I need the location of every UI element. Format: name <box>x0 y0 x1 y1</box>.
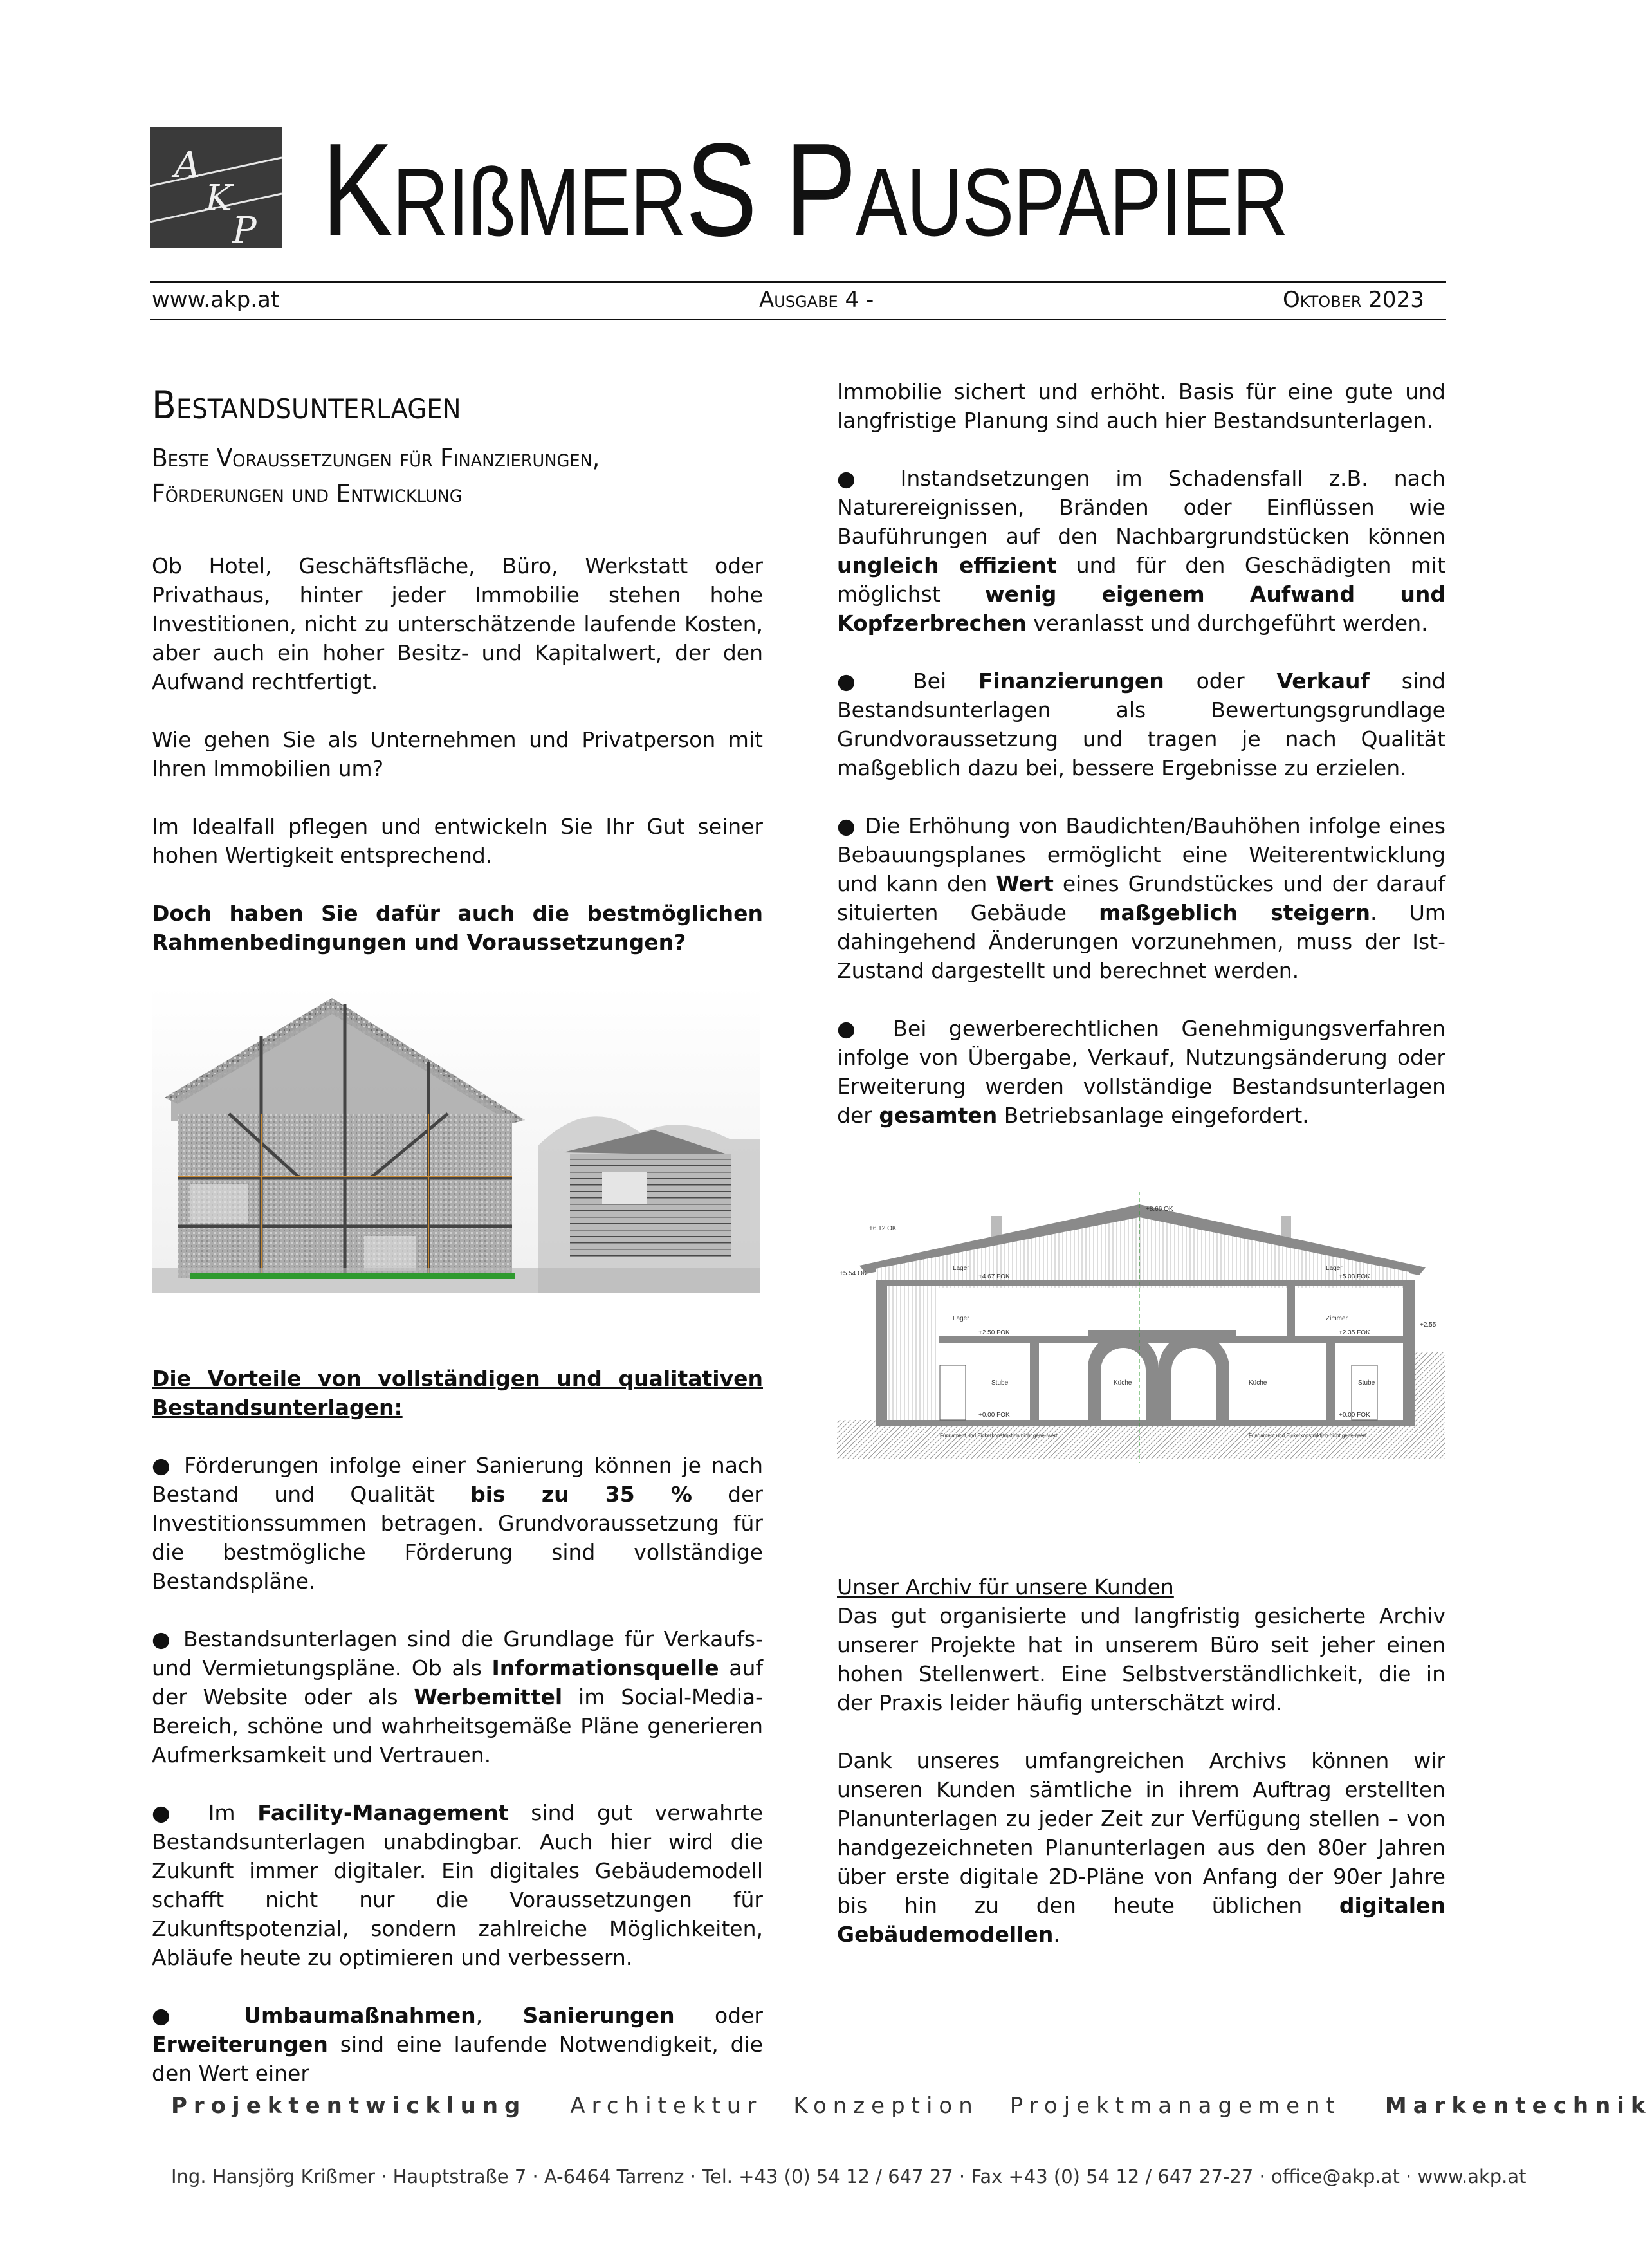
advantage-bullet-5: ● Instandsetzungen im Schadensfall z.B. nach Naturereignissen, Bränden oder Einflüssen wie Bauführungen auf den Nachbargrundstücken können ungleich effizient und für den Geschädigten mit möglichst wenig eigenem Aufwand und Kopfzerbrechen veranlasst und durchgeführt werden. <box>837 466 1446 636</box>
logo-letter-p: P <box>232 210 257 252</box>
scan-graphic <box>152 985 760 1293</box>
building-section-drawing <box>837 1192 1446 1463</box>
intro-paragraph-3: Im Idealfall pflegen und entwickeln Sie Ihr Gut seiner hohen Wertigkeit entsprechend. <box>152 814 763 868</box>
question-paragraph: Doch haben Sie dafür auch die bestmöglichen Rahmenbedingungen und Voraussetzungen? <box>152 901 763 955</box>
right-column-top <box>837 377 1446 1130</box>
archive-paragraph-2: Dank unseres umfangreichen Archivs können wir unseren Kunden sämtliche in ihrem Auftrag erstellten Planunterlagen zu jeder Zeit zur Verfügung stellen – von handgezeichneten Planunterlagen aus den 80er Jahren über erste digitale 2D-Pläne von Anfang der 90er Jahre bis hin zu den heute üblichen digitalen Gebäudemodellen. <box>837 1748 1446 1947</box>
intro-paragraph-2: Wie gehen Sie als Unternehmen und Privatperson mit Ihren Immobilien um? <box>152 727 763 781</box>
room-label: Stube <box>1358 1379 1375 1386</box>
logo-letter-k: K <box>205 178 232 219</box>
issue-date: Oktober 2023 <box>1283 287 1424 313</box>
footer-address: Ing. Hansjörg Krißmer · Hauptstraße 7 · A-6464 Tarrenz · Tel. +43 (0) 54 12 / 647 27 · Fax +43 (0) 54 12 / 647 27-27 · office@akp.at · www.akp.at <box>171 2166 1527 2188</box>
room-label: Lager <box>1326 1265 1343 1272</box>
service-markentechnik: Markentechnik <box>1384 2093 1652 2119</box>
header-rule-top <box>150 281 1446 283</box>
left-column-intro <box>152 551 763 957</box>
advantage-bullet-1: ● Förderungen infolge einer Sanierung können je nach Bestand und Qualität bis zu 35 % der Investitionssummen betragen. Grundvoraussetzung für die bestmögliche Förderung sind vollständige Bestandspläne. <box>152 1453 763 1594</box>
advantage-bullet-6: ● Bei Finanzierungen oder Verkauf sind Bestandsunterlagen als Bewertungsgrundlage Grundvoraussetzung und tragen je nach Qualität maßgeblich dazu bei, bessere Ergebnisse zu erzielen. <box>837 668 1446 780</box>
advantage-bullet-2: ● Bestandsunterlagen sind die Grundlage für Verkaufs- und Vermietungspläne. Ob als Informationsquelle auf der Website oder als Werbemittel im Social-Media-Bereich, schöne und wahrheitsgemäße Pläne generieren Aufmerksamkeit und Vertrauen. <box>152 1626 764 1767</box>
room-label: Stube <box>991 1379 1009 1386</box>
point-cloud-scan-image <box>152 985 760 1293</box>
room-label: Zimmer <box>1326 1315 1348 1322</box>
b4-continuation-left: sind eine laufende Notwendigkeit, die den Wert einer <box>152 2032 763 2086</box>
article-subheading: Beste Voraussetzungen für Finanzierungen, Förderungen und Entwicklung <box>152 444 600 508</box>
website-link[interactable]: www.akp.at <box>152 287 280 313</box>
akp-logo-graphic <box>150 127 282 252</box>
level-label: +5.03 FOK <box>1339 1273 1370 1280</box>
room-label: Küche <box>1114 1379 1132 1386</box>
service-projektentwicklung: Projektentwicklung <box>171 2093 527 2119</box>
service-architektur: Architektur <box>570 2093 763 2119</box>
service-projektmanagement: Projektmanagement <box>1009 2093 1341 2119</box>
advantage-bullet-8: ● Bei gewerberechtlichen Genehmigungsverfahren infolge von Übergabe, Verkauf, Nutzungsänderung oder Erweiterung werden vollständige Bestandsunterlagen der gesamten Betriebsanlage eingefordert. <box>837 1016 1446 1128</box>
room-label: Küche <box>1249 1379 1267 1386</box>
level-label: +0.00 FOK <box>1339 1412 1370 1419</box>
level-label: +5.54 OK <box>840 1270 867 1277</box>
room-label: Lager <box>953 1315 969 1322</box>
level-label: +4.67 FOK <box>978 1273 1010 1280</box>
archive-section <box>837 1572 1446 1949</box>
advantage-bullet-7: ● Die Erhöhung von Baudichten/Bauhöhen infolge eines Bebauungsplanes ermöglicht eine Weiterentwicklung und kann den Wert eines Grundstückes und der darauf situierten Gebäude maßgeblich steigern. Um dahingehend Änderungen vorzunehmen, muss der Ist-Zustand dargestellt und berechnet werden. <box>837 813 1446 983</box>
intro-paragraph-1: Ob Hotel, Geschäftsfläche, Büro, Werkstatt oder Privathaus, hinter jeder Immobilie stehen hohe Investitionen, nicht zu unterschätzende laufende Kosten, aber auch ein hoher Besitz- und Kapitalwert, der den Aufwand rechtfertigt. <box>152 553 763 694</box>
level-label: +2.50 FOK <box>978 1329 1010 1336</box>
company-logo <box>150 127 282 252</box>
service-konzeption: Konzeption <box>793 2093 979 2119</box>
foundation-note: Fundament und Sickerkonstruktion nicht geneuwert <box>940 1433 1058 1439</box>
logo-letter-a: A <box>174 144 201 186</box>
archive-paragraph-1: Das gut organisierte und langfristig gesicherte Archiv unserer Projekte hat in unserem Büro seit jeher einen hohen Stellenwert. Eine Selbstverständlichkeit, die in der Praxis leider häufig unterschätzt wird. <box>837 1603 1446 1715</box>
header-rule-bottom <box>150 319 1446 320</box>
advantage-bullet-3: ● Im Facility-Management sind gut verwahrte Bestandsunterlagen unabdingbar. Auch hier wird die Zukunft immer digitaler. Ein digitales Gebäudemodell schafft nicht nur die Voraussetzungen für Zukunftspotenzial, sondern zahlreiche Möglichkeiten, Abläufe heute zu optimieren und verbessern. <box>152 1800 763 1970</box>
advantage-bullet-4-end: Immobilie sichert und erhöht. Basis für eine gute und langfristige Planung sind auch hier Bestandsunterlagen. <box>837 379 1446 433</box>
level-label: +2.35 FOK <box>1339 1329 1370 1336</box>
left-column-advantages <box>152 1364 763 2088</box>
foundation-note: Fundament und Sickerkonstruktion nicht geneuwert <box>1249 1433 1366 1439</box>
footer-services <box>171 2093 1652 2119</box>
floor-slab-highlight <box>190 1273 515 1279</box>
archive-heading: Unser Archiv für unsere Kunden <box>837 1574 1174 1599</box>
newsletter-title: KRIßMERS PAUSPAPIER <box>322 116 1288 264</box>
issue-number: Ausgabe 4 - <box>759 287 874 313</box>
room-label: Lager <box>953 1265 969 1272</box>
article-heading: Bestandsunterlagen <box>152 383 461 428</box>
level-label: +6.12 OK <box>869 1225 897 1232</box>
advantage-bullet-4-start: ● Umbaumaßnahmen, Sanierungen oder Erweiterungen sind eine laufende Notwendigkeit, die den Wert einer <box>152 2003 763 2086</box>
level-label: +0.00 FOK <box>978 1412 1010 1419</box>
level-label: +2.55 <box>1420 1322 1436 1329</box>
level-label: +8.66 OK <box>1146 1206 1173 1213</box>
section-graphic <box>837 1192 1446 1463</box>
advantages-heading: Die Vorteile von vollständigen und qualitativen Bestandsunterlagen: <box>152 1366 763 1420</box>
